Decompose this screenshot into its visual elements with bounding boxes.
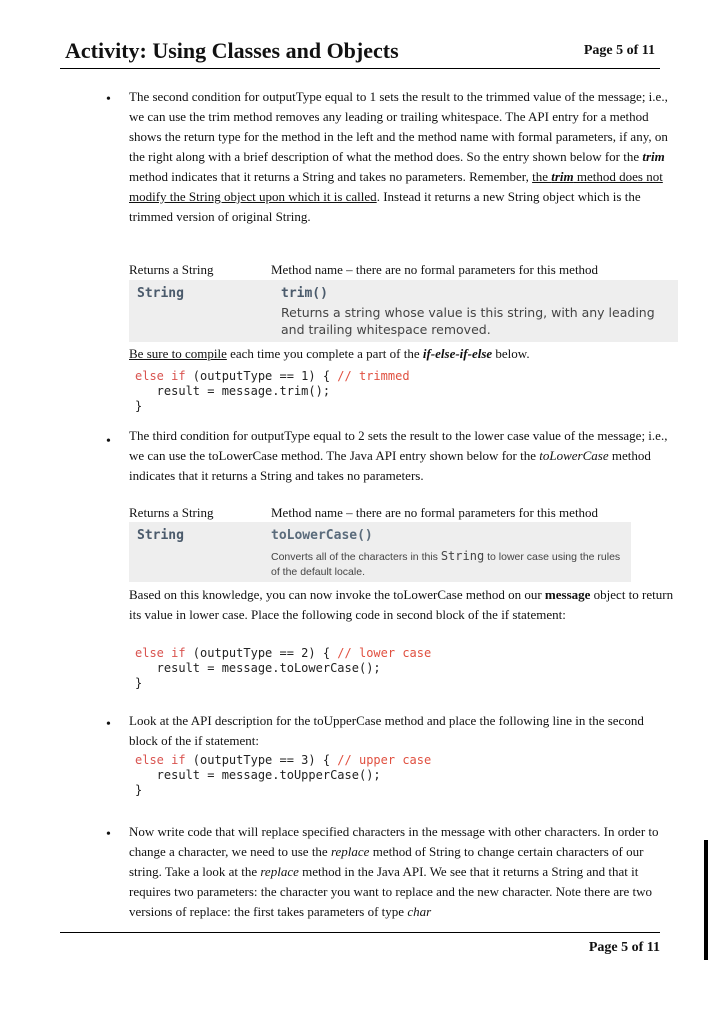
api-method-name: trim() [281,286,328,301]
footer-rule [60,932,660,933]
method-label: Method name – there are no formal parameters for this method [271,505,599,520]
document-title: Activity: Using Classes and Objects [65,38,399,63]
footer-page-number: Page 5 of 11 [588,940,660,955]
api-return-type: String [137,528,184,543]
paragraph-replace: Now write code that will replace specified characters in the message with other characters. In order to change a character, we need to use the replace method of String to change certain characters of our string. Take a look at the replace method in the Java API. We see that it returns a String and that it requires two parameters: the character you want to replace and the new character. Note there are two versions of replace: the first takes parameters of type char [129,824,659,919]
scrollbar-edge [704,840,708,960]
paragraph-lowercase-invoke: Based on this knowledge, you can now invoke the toLowerCase method on our message object to return its value in lower case. Place the following code in second block of the if statement: [129,587,674,622]
code-block-trimmed: else if (outputType == 1) { // trimmed result = message.trim(); } [135,369,410,413]
method-label: Method name – there are no formal parameters for this method [271,262,599,277]
header-page-number: Page 5 of 11 [583,43,655,58]
api-method-description: Converts all of the characters in this String to lower case using the rules of the default locale. [271,549,621,578]
returns-label: Returns a String [129,262,214,277]
api-entry-trim [129,280,678,342]
page-header [60,38,660,69]
bullet-3: • [106,717,111,732]
bullet-2: • [106,434,111,449]
code-block-uppercase: else if (outputType == 3) { // upper case result = message.toUpperCase(); } [135,753,432,797]
paragraph-trim-intro: The second condition for outputType equal to 1 sets the result to the trimmed value of the message; i.e., we can use the trim method removes any leading or trailing whitespace. The API entry for a method shows the return type for the method in the left and the method name with formal parameters, if any, on the right along with a brief description of what the method does. So the entry shown below for the trim method indicates that it returns a String and takes no parameters. Remember, the trim method does not modify the String object upon which it is called. Instead it returns a new String object which is the trimmed version of original String. [129,89,668,224]
api-method-name: toLowerCase() [271,528,373,543]
bullet-4: • [106,827,111,842]
paragraph-uppercase: Look at the API description for the toUpperCase method and place the following line in the second block of the if statement: [129,713,644,748]
paragraph-lowercase-intro: The third condition for outputType equal to 2 sets the result to the lower case value of the message; i.e., we can use the toLowerCase method. The Java API entry shown below for the toLowerCase method indicates that it returns a String and takes no parameters. [129,428,668,483]
compile-note: Be sure to compile each time you complete a part of the if-else-if-else below. [129,346,530,361]
api-entry-lowercase [129,522,631,582]
api-method-description: Returns a string whose value is this string, with any leading and trailing whitespace removed. [281,305,655,337]
code-block-lowercase: else if (outputType == 2) { // lower case result = message.toLowerCase(); } [135,646,432,690]
bullet-1: • [106,92,111,107]
returns-label: Returns a String [129,505,214,520]
api-return-type: String [137,286,184,301]
